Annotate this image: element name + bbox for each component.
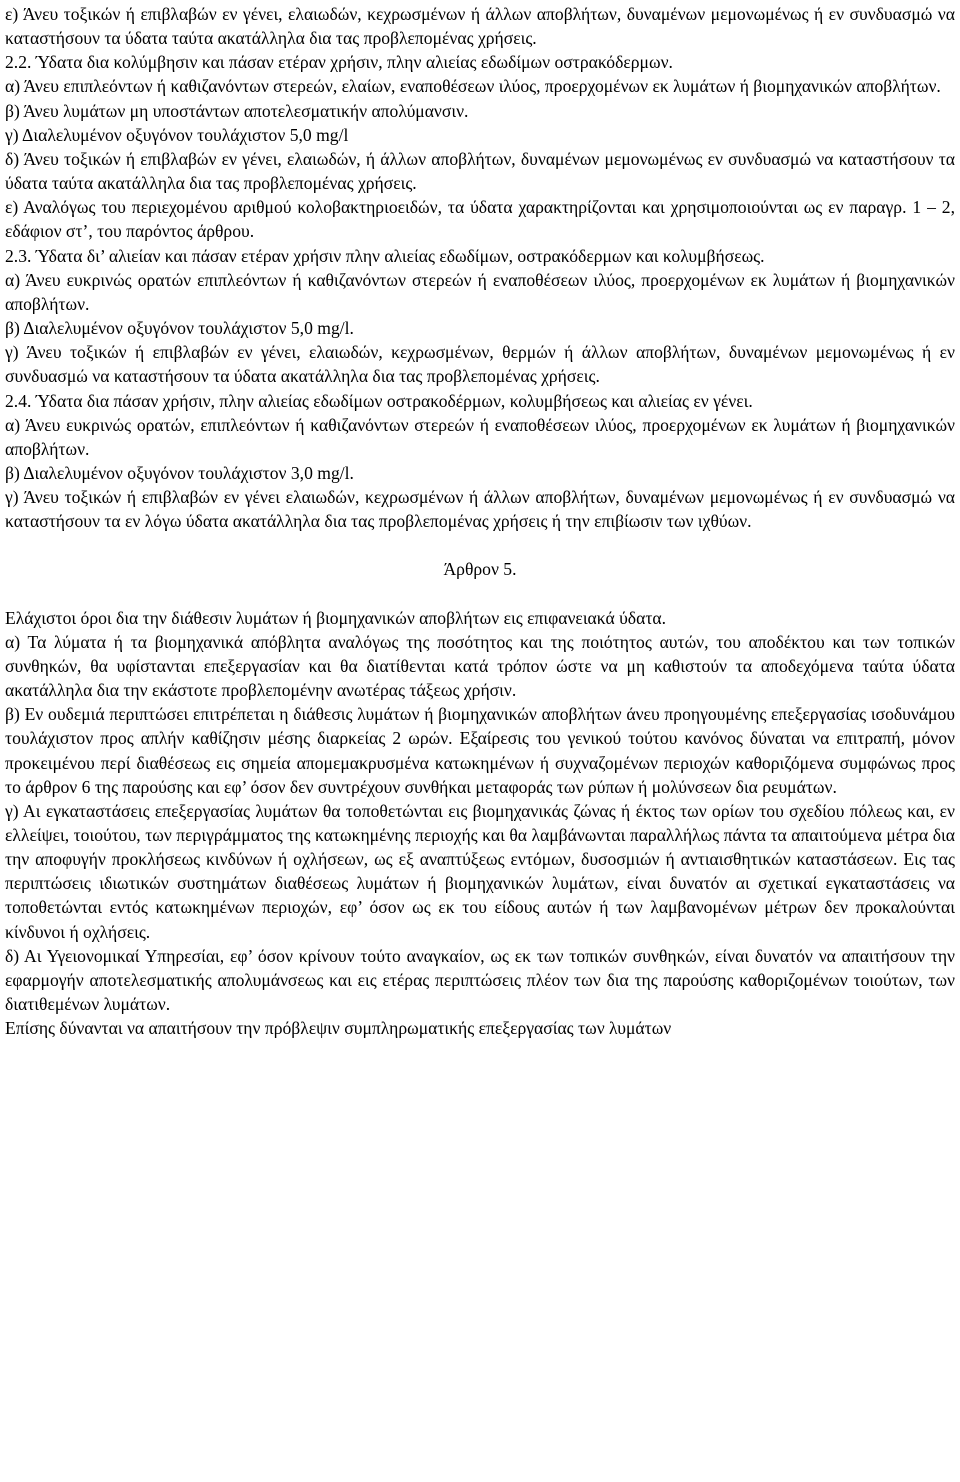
article-5-c: γ) Αι εγκαταστάσεις επεξεργασίας λυμάτων θα τοποθετώνται εις βιομηχανικάς ζώνας ή έκτος των ορίων του σχεδίου πόλεως και, εν ελλείψει, τοιούτου, των περιγράμματος της κατωκημένης περιοχής και θα λαμβάνωνται παραλλήλως πάντα τα απαιτούμενα μέτρα δια την αποφυγήν προκλήσεως κινδύνων ή οχλήσεων, ως εξ αναπτύξεως εντόμων, δυσοσμιών ή αντιαισθητικών καταστάσεων. Εις τας περιπτώσεις ιδιωτικών συστημάτων διαθέσεως λυμάτων ή βιομηχανικών λυμάτων, είναι δυνατόν αι σχετικαί εγκαταστάσεις να τοποθετώνται εντός κατωκημένων περιοχών, εφ’ όσον ως εκ του είδους αυτών ή των λαμβανομένων μέτρων δεν προκαλούνται κίνδυνοι ή οχλήσεις. (5, 800, 955, 942)
paragraph-2-2-d: δ) Άνευ τοξικών ή επιβλαβών εν γένει, ελαιωδών, ή άλλων αποβλήτων, δυναμένων μεμονωμένως εν συνδυασμώ να καταστήσουν τα ύδατα ταύτα ακατάλληλα δια τας προβλεπομένας χρήσεις. (5, 148, 955, 194)
paragraph-2-2-a: α) Άνευ επιπλεόντων ή καθιζανόντων στερεών, ελαίων, εναποθέσεων ιλύος, προερχομένων εκ λυμάτων ή βιομηχανικών αποβλήτων. (5, 76, 941, 97)
article-5-a: α) Τα λύματα ή τα βιομηχανικά απόβλητα αναλόγως της ποσότητος και της ποιότητος αυτών, του αποδέκτου και των τοπικών συνθηκών, θα υφίστανται επεξεργασίαν και θα διατίθενται κατά τρόπον ώστε να μη καθιστούν τα αποδεχόμενα ταύτα ύδατα ακατάλληλα δια την εκάστοτε προβλεπομένην ανωτέρας τάξεως χρήσιν. (5, 631, 955, 701)
section-bottom (5, 606, 955, 1041)
document-page (5, 2, 955, 1040)
article-5-d-continued: Επίσης δύνανται να απαιτήσουν την πρόβλεψιν συμπληρωματικής επεξεργασίας των λυμάτων (5, 1018, 672, 1039)
paragraph-2-3-b: β) Διαλελυμένον οξυγόνον τουλάχιστον 5,0 mg/l. (5, 318, 354, 339)
paragraph-2-4-b: β) Διαλελυμένον οξυγόνον τουλάχιστον 3,0 mg/l. (5, 462, 354, 483)
article-5-d: δ) Αι Υγειονομικαί Υπηρεσίαι, εφ’ όσον κρίνουν τούτο αναγκαίον, ως εκ των τοπικών συνθηκών, είναι δυνατόν να απαιτήσουν την εφαρμογήν αποτελεσματικής απολυμάνσεως και εις ετέρας περιπτώσεις πλέον των δια της παρούσης καθοριζομένων τοιούτων, των διατιθεμένων λυμάτων. (5, 945, 955, 1015)
paragraph-2-4-a: α) Άνευ ευκρινώς ορατών, επιπλεόντων ή καθιζανόντων στερεών ή εναποθέσεων ιλύος, προερχομένων εκ λυμάτων ή βιομηχανικών αποβλήτων. (5, 414, 955, 459)
paragraph-2-4-title: 2.4. Ύδατα δια πάσαν χρήσιν, πλην αλιείας εδωδίμων οστρακοδέρμων, κολυμβήσεως και αλιείας εν γένει. (5, 390, 753, 411)
paragraph-2-1-e: ε) Άνευ τοξικών ή επιβλαβών εν γένει, ελαιωδών, κεχρωσμένων ή άλλων αποβλήτων, δυναμένων μεμονωμένως ή εν συνδυασμώ να καταστήσουν τα ύδατα ταύτα ακατάλληλα δια τας προβλεπομένας χρήσεις. (5, 4, 955, 49)
paragraph-2-2-title: 2.2. Ύδατα δια κολύμβησιν και πάσαν ετέραν χρήσιν, πλην αλιείας εδωδίμων οστρακόδερμων. (5, 52, 673, 73)
paragraph-2-4-c: γ) Άνευ τοξικών ή επιβλαβών εν γένει ελαιωδών, κεχρωσμένων ή άλλων αποβλήτων, δυναμένων μεμονωμένως ή εν συνδυασμώ να καταστήσουν τα εν λόγω ύδατα ακατάλληλα δια τας προβλεπομένας χρήσεις ή την επιβίωσιν των ιχθύων. (5, 487, 955, 532)
paragraph-2-2-c: γ) Διαλελυμένον οξυγόνον τουλάχιστον 5,0 mg/l (5, 124, 349, 145)
paragraph-2-3-c: γ) Άνευ τοξικών ή επιβλαβών εν γένει, ελαιωδών, κεχρωσμένων, θερμών ή άλλων αποβλήτων, δυναμένων μεμονωμένως ή εν συνδυασμώ να καταστήσουν τα ύδατα ακατάλληλα δια τας προβλεπομένας χρήσεις. (5, 342, 955, 387)
paragraph-2-2-b: β) Άνευ λυμάτων μη υποστάντων αποτελεσματικήν απολύμανσιν. (5, 100, 469, 121)
article-5-intro: Ελάχιστοι όροι δια την διάθεσιν λυμάτων ή βιομηχανικών αποβλήτων εις επιφανειακά ύδατα. (5, 607, 667, 628)
article-heading: Άρθρον 5. (443, 559, 517, 580)
article-5-b: β) Εν ουδεμιά περιπτώσει επιτρέπεται η διάθεσις λυμάτων ή βιομηχανικών αποβλήτων άνευ προηγουμένης επεξεργασίας ισοδυνάμου τουλάχιστον προς απλήν καθίζησιν μέσης διαρκείας 2 ωρών. Εξαίρεσις του γενικού τούτου κανόνος δύναται να επιτραπή, μόνον προκειμένου περί διαθέσεως εις σημεία απομεμακρυσμένα κατωκημένων ή συχναζομένων περιοχών καθοριζόμενα συμφώνως προς το άρθρον 6 της παρούσης και εφ’ όσον δεν συντρέχουν συνθήκαι μεταφοράς των ρύπων ή μολύνσεων δια ρευμάτων. (5, 704, 955, 797)
paragraph-2-3-title: 2.3. Ύδατα δι’ αλιείαν και πάσαν ετέραν χρήσιν πλην αλιείας εδωδίμων, οστρακόδερμων και κολυμβήσεως. (5, 245, 765, 266)
section-top (5, 2, 955, 533)
paragraph-2-2-e: ε) Αναλόγως του περιεχομένου αριθμού κολοβακτηριοειδών, τα ύδατα χαρακτηρίζονται και χρησιμοποιούνται ως εν παραγρ. 1 – 2, εδάφιον στ’, του παρόντος άρθρου. (5, 197, 955, 242)
paragraph-2-3-a: α) Άνευ ευκρινώς ορατών επιπλεόντων ή καθιζανόντων στερεών ή εναποθέσεων ιλύος, προερχομένων εκ λυμάτων ή βιομηχανικών αποβλήτων. (5, 269, 955, 314)
